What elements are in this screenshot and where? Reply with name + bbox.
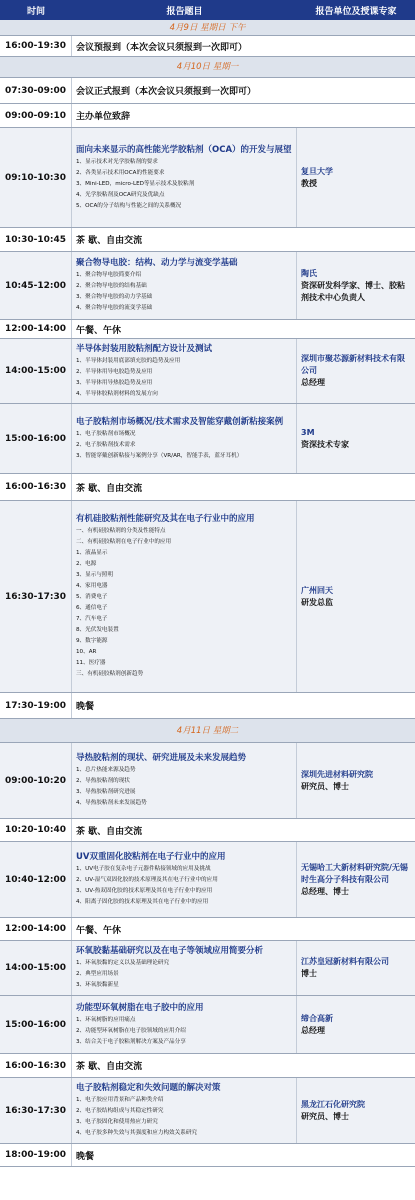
table-row xyxy=(0,693,415,719)
table-row xyxy=(0,1078,415,1144)
topic-point: 10、AR xyxy=(76,649,97,655)
session-text: 茶 歇、自由交流 xyxy=(76,826,143,837)
topic-cell xyxy=(72,252,297,319)
table-row xyxy=(0,36,415,57)
time-cell: 09:10-10:30 xyxy=(0,128,72,227)
speaker-cell xyxy=(297,842,415,917)
topic-points xyxy=(76,270,292,314)
table-row xyxy=(0,996,415,1054)
topic-point: 5、OCA的分子结构与性能之间的关系概况 xyxy=(76,202,182,209)
table-row xyxy=(0,78,415,104)
time-cell: 14:00-15:00 xyxy=(0,941,72,995)
topic-points xyxy=(76,429,292,461)
topic-title: UV双重固化胶粘剂在电子行业中的应用 xyxy=(76,852,226,862)
speaker-position: 教授 xyxy=(301,178,317,188)
topic-title: 导热胶粘剂的现状、研究进展及未来发展趋势 xyxy=(76,753,247,763)
speaker-cell xyxy=(297,941,415,995)
topic-cell xyxy=(72,842,297,917)
time-cell: 18:00-19:00 xyxy=(0,1144,72,1166)
topic-point: 4、电子胶多种失效与其强度和应力构效关系研究 xyxy=(76,1130,198,1136)
speaker-org: 深圳先进材料研究院 xyxy=(301,769,373,779)
speaker-position: 总经理、博士 xyxy=(301,886,349,896)
topic-point: 2、各类显示技术用OCA的性能要求 xyxy=(76,169,165,176)
topic-title: 有机硅胶粘剂性能研究及其在电子行业中的应用 xyxy=(76,514,255,524)
topic-points xyxy=(76,765,292,809)
table-header xyxy=(0,0,415,20)
day-label-0409: 4月9日 星期日 下午 xyxy=(0,20,415,36)
speaker-cell xyxy=(297,252,415,319)
topic-point: 3、环氧胶黏新星 xyxy=(76,982,119,988)
topic-point: 4、半导体胶粘剂材料的发展方向 xyxy=(76,390,158,397)
time-cell: 15:00-16:00 xyxy=(0,996,72,1053)
topic-point: 3、智能穿戴创新粘接与案例分享（VR/AR，智能手表，蓝牙耳机） xyxy=(76,453,243,459)
topic-point: 7、汽车电子 xyxy=(76,616,108,622)
speaker-position: 研究员、博士 xyxy=(301,781,349,791)
topic-point: 11、医疗器 xyxy=(76,660,106,666)
topic-cell xyxy=(72,339,297,403)
topic-title: 面向未来显示的高性能光学胶粘剂（OCA）的开发与展望 xyxy=(76,144,292,155)
topic-point: 2、UV-湿气双固化胶的技术原理及其在电子行业中的应用 xyxy=(76,877,218,883)
speaker-position: 总经理 xyxy=(301,1025,325,1035)
session-text: 午餐、午休 xyxy=(76,325,122,336)
table-row xyxy=(0,501,415,693)
topic-title: 聚合物导电胶：结构、动力学与流变学基础 xyxy=(76,258,238,268)
topic-point: 3、显示与照明 xyxy=(76,572,114,578)
session-text: 午餐、午休 xyxy=(76,925,122,936)
session-text: 主办单位致辞 xyxy=(76,112,131,122)
table-row xyxy=(0,404,415,474)
time-cell: 16:30-17:30 xyxy=(0,501,72,692)
topic-point: 2、电子胶粘剂技术需求 xyxy=(76,442,136,448)
topic-point: 4、光学胶粘剂及OCA研究及优缺点 xyxy=(76,191,165,198)
topic-points xyxy=(76,864,292,908)
topic-points xyxy=(76,958,292,991)
topic-point: 1、半导体封装用底部填充胶的趋势及应用 xyxy=(76,357,181,364)
table-row xyxy=(0,252,415,320)
speaker-org: 深圳市聚芯源新材料技术有限公司 xyxy=(301,354,405,375)
speaker-org: 无锡哈工大新材料研究院/无锡时生高分子科技有限公司 xyxy=(301,862,408,884)
topic-point: 3、Mini-LED，micro-LED等显示技术及胶粘剂 xyxy=(76,180,195,187)
session-text: 茶 歇、自由交流 xyxy=(76,1062,143,1072)
topic-point: 一、有机硅胶粘剂的分类及性能特点 xyxy=(76,528,166,534)
topic-point: 1、电子胶粘剂市场概况 xyxy=(76,431,136,437)
session-text: 茶 歇、自由交流 xyxy=(76,483,143,494)
time-cell: 16:00-16:30 xyxy=(0,474,72,500)
speaker-org: 复旦大学 xyxy=(301,166,333,176)
table-row xyxy=(0,228,415,252)
time-cell: 16:30-17:30 xyxy=(0,1078,72,1143)
time-cell: 14:00-15:00 xyxy=(0,339,72,403)
header-time: 时间 xyxy=(26,6,45,17)
time-cell: 10:30-10:45 xyxy=(0,228,72,251)
session-text: 晚餐 xyxy=(76,702,95,712)
session-text: 晚餐 xyxy=(76,1151,95,1162)
header-topic: 报告题目 xyxy=(166,6,203,17)
speaker-position: 资深技术专家 xyxy=(301,439,349,449)
time-cell: 10:20-10:40 xyxy=(0,819,72,841)
topic-cell xyxy=(72,128,297,227)
topic-point: 二、有机硅胶粘剂在电子行业中的应用 xyxy=(76,539,172,545)
day-label-0411: 4月11日 星期二 xyxy=(0,719,415,743)
topic-cell xyxy=(72,743,297,818)
table-row xyxy=(0,128,415,228)
topic-cell xyxy=(72,501,297,692)
speaker-cell xyxy=(297,404,415,473)
topic-points xyxy=(76,1095,292,1139)
table-row xyxy=(0,743,415,819)
topic-point: 1、环氧胶黏的定义以及基础理论研究 xyxy=(76,960,170,966)
speaker-position: 总经理 xyxy=(301,378,325,387)
topic-point: 4、导热胶粘剂未来发展趋势 xyxy=(76,800,147,806)
topic-cell xyxy=(72,996,297,1053)
time-cell: 10:45-12:00 xyxy=(0,252,72,319)
topic-point: 2、典型应用场景 xyxy=(76,971,119,977)
header-speaker: 报告单位及授课专家 xyxy=(315,6,397,17)
day-label-0410: 4月10日 星期一 xyxy=(0,57,415,78)
time-cell: 16:00-16:30 xyxy=(0,1054,72,1077)
topic-point: 1、总片热能来源及趋势 xyxy=(76,767,136,773)
table-row xyxy=(0,941,415,996)
topic-point: 3、UV-热双固化胶的技术原理及其在电子行业中的应用 xyxy=(76,888,213,894)
topic-point: 2、电源 xyxy=(76,561,97,567)
topic-point: 3、结合关于电子胶粘剂解决方案及产品分享 xyxy=(76,1038,186,1045)
table-row xyxy=(0,320,415,339)
speaker-cell xyxy=(297,743,415,818)
topic-point: 3、电子胶固化和使用热应力研究 xyxy=(76,1119,158,1125)
topic-point: 1、聚合物导电胶简要介绍 xyxy=(76,272,142,278)
topic-point: 1、液晶显示 xyxy=(76,550,108,556)
topic-point: 4、阳离子固化胶的技术原理及其在电子行业中的应用 xyxy=(76,899,209,905)
speaker-org: 江苏皇冠新材料有限公司 xyxy=(301,957,389,966)
speaker-position: 研究员、博士 xyxy=(301,1111,349,1121)
topic-title: 功能型环氧树脂在电子胶中的应用 xyxy=(76,1002,204,1013)
topic-point: 8、光伏发电装置 xyxy=(76,627,119,633)
topic-point: 2、半导体用导电胶趋势及应用 xyxy=(76,368,153,375)
speaker-org: 3M xyxy=(301,427,315,437)
topic-points xyxy=(76,356,292,400)
topic-point: 2、电子胶结构组成与其稳定性研究 xyxy=(76,1108,164,1114)
topic-cell xyxy=(72,404,297,473)
time-cell: 17:30-19:00 xyxy=(0,693,72,718)
speaker-cell xyxy=(297,1078,415,1143)
topic-point: 2、导热胶粘剂的现状 xyxy=(76,778,130,784)
table-row xyxy=(0,918,415,941)
session-text: 会议预报到（本次会议只须报到一次即可） xyxy=(76,42,248,53)
topic-point: 1、显示技术对光学胶粘剂的要求 xyxy=(76,158,158,165)
topic-title: 电子胶粘剂稳定和失效问题的解决对策 xyxy=(76,1083,221,1093)
speaker-org: 缔合高新 xyxy=(301,1013,333,1023)
speaker-cell xyxy=(297,501,415,692)
table-row xyxy=(0,339,415,404)
topic-points xyxy=(76,1015,292,1048)
speaker-position: 资深研发科学家、博士、胶粘剂技术中心负责人 xyxy=(301,280,405,302)
table-row xyxy=(0,1054,415,1078)
time-cell: 09:00-10:20 xyxy=(0,743,72,818)
topic-point: 3、导热胶粘剂研究进展 xyxy=(76,789,136,795)
speaker-org: 黑龙江石化研究院 xyxy=(301,1099,365,1109)
topic-point: 1、电子胶应用背景和产品种类介绍 xyxy=(76,1097,164,1103)
topic-point: 2、聚合物导电胶的结构基础 xyxy=(76,283,147,289)
table-row xyxy=(0,842,415,918)
session-text: 茶 歇、自由交流 xyxy=(76,236,143,246)
topic-title: 环氧胶黏基础研究以及在电子等领域应用简要分析 xyxy=(76,946,264,956)
speaker-position: 研发总监 xyxy=(301,597,333,607)
topic-points xyxy=(76,526,292,680)
time-cell: 16:00-19:30 xyxy=(0,36,72,56)
time-cell: 15:00-16:00 xyxy=(0,404,72,473)
table-row xyxy=(0,104,415,128)
topic-point: 6、通信电子 xyxy=(76,605,108,611)
table-row xyxy=(0,819,415,842)
topic-title: 半导体封装用胶粘剂配方设计及测试 xyxy=(76,343,213,354)
topic-cell xyxy=(72,941,297,995)
speaker-cell xyxy=(297,128,415,227)
time-cell: 09:00-09:10 xyxy=(0,104,72,127)
topic-point: 三、有机硅胶粘剂创新趋势 xyxy=(76,671,144,677)
topic-point: 1、UV电子胶在复杂电子元器件粘接领域的应用及挑战 xyxy=(76,866,211,872)
topic-point: 4、聚合物导电胶的流变学基础 xyxy=(76,305,153,311)
topic-points xyxy=(76,157,292,212)
topic-point: 3、半导体用导热胶趋势及应用 xyxy=(76,379,153,386)
table-row xyxy=(0,1144,415,1167)
time-cell: 07:30-09:00 xyxy=(0,78,72,103)
topic-point: 3、聚合物导电胶的动力学基础 xyxy=(76,294,153,300)
speaker-cell xyxy=(297,996,415,1053)
topic-point: 4、家用电器 xyxy=(76,583,108,589)
topic-point: 9、数字能源 xyxy=(76,638,108,644)
session-text: 会议正式报到（本次会议只须报到一次即可） xyxy=(76,87,257,97)
time-cell: 12:00-14:00 xyxy=(0,918,72,940)
topic-point: 1、环氧树脂的应用痛点 xyxy=(76,1016,136,1023)
speaker-org: 广州回天 xyxy=(301,585,333,595)
speaker-org: 陶氏 xyxy=(301,268,317,278)
time-cell: 10:40-12:00 xyxy=(0,842,72,917)
time-cell: 12:00-14:00 xyxy=(0,320,72,338)
topic-title: 电子胶粘剂市场概况/技术需求及智能穿戴创新粘接案例 xyxy=(76,417,284,427)
topic-point: 2、功能型环氧树脂在电子胶领域的应用介绍 xyxy=(76,1027,186,1034)
topic-cell xyxy=(72,1078,297,1143)
speaker-position: 博士 xyxy=(301,969,317,978)
table-row xyxy=(0,474,415,501)
speaker-cell xyxy=(297,339,415,403)
topic-point: 5、消费电子 xyxy=(76,594,108,600)
